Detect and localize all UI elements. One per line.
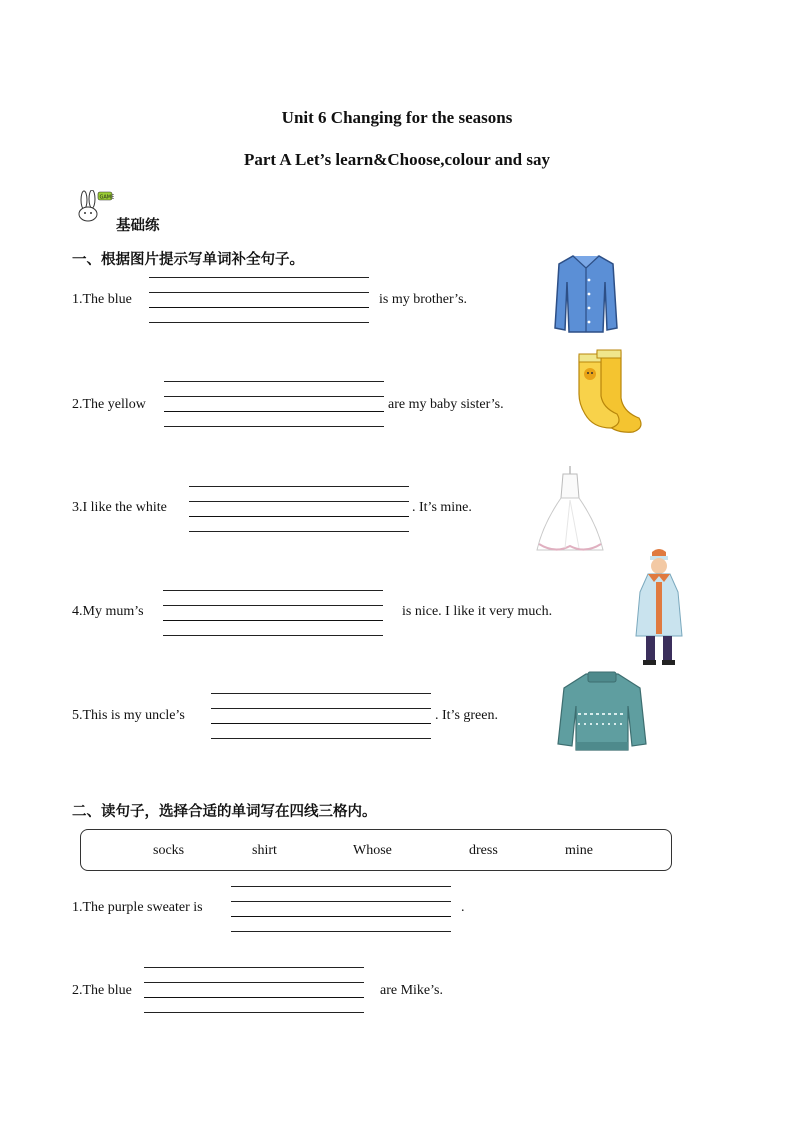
item2-after: are my baby sister’s. [388,397,504,412]
s2-item1-after: . [461,900,465,915]
s2-item1-writing-lines[interactable] [231,886,451,931]
word-bank-item: Whose [353,843,392,858]
dress-icon [535,464,605,556]
socks-icon [573,348,645,436]
shirt-icon [553,252,619,334]
item3-writing-lines[interactable] [189,486,409,531]
section2-heading: 二、读句子，选择合适的单词写在四线三格内。 [72,804,377,820]
word-bank-item: socks [153,843,185,858]
section1-heading: 一、根据图片提示写单词补全句子。 [72,252,304,268]
s2-item2-writing-lines[interactable] [144,967,364,1012]
item1-before: 1.The blue [72,292,132,307]
item5-writing-lines[interactable] [211,693,431,738]
badge-label: 基础练 [116,218,160,234]
item2-before: 2.The yellow [72,397,146,412]
part-subtitle: Part A Let’s learn&Choose,colour and say [244,150,550,169]
badge-tag: GAME [99,194,114,201]
item4-before: 4.My mum’s [72,604,144,619]
item3-before: 3.I like the white [72,500,167,515]
s2-item2-before: 2.The blue [72,983,132,998]
item4-after: is nice. I like it very much. [402,604,553,619]
word-bank-item: dress [469,843,498,858]
s2-item1-before: 1.The purple sweater is [72,900,203,915]
item2-writing-lines[interactable] [164,381,384,426]
bunny-icon [72,190,114,224]
s2-item2-after: are Mike’s. [380,983,443,998]
item1-after: is my brother’s. [379,292,468,307]
unit-title: Unit 6 Changing for the seasons [281,108,513,127]
item4-writing-lines[interactable] [163,590,383,635]
item3-after: . It’s mine. [412,500,472,515]
coat-icon [626,546,692,668]
sweater-icon [556,670,648,754]
item1-writing-lines[interactable] [149,277,369,322]
word-bank-item: mine [565,843,593,858]
item5-before: 5.This is my uncle’s [72,708,185,723]
item5-after: . It’s green. [435,708,498,723]
word-bank-item: shirt [252,843,277,858]
